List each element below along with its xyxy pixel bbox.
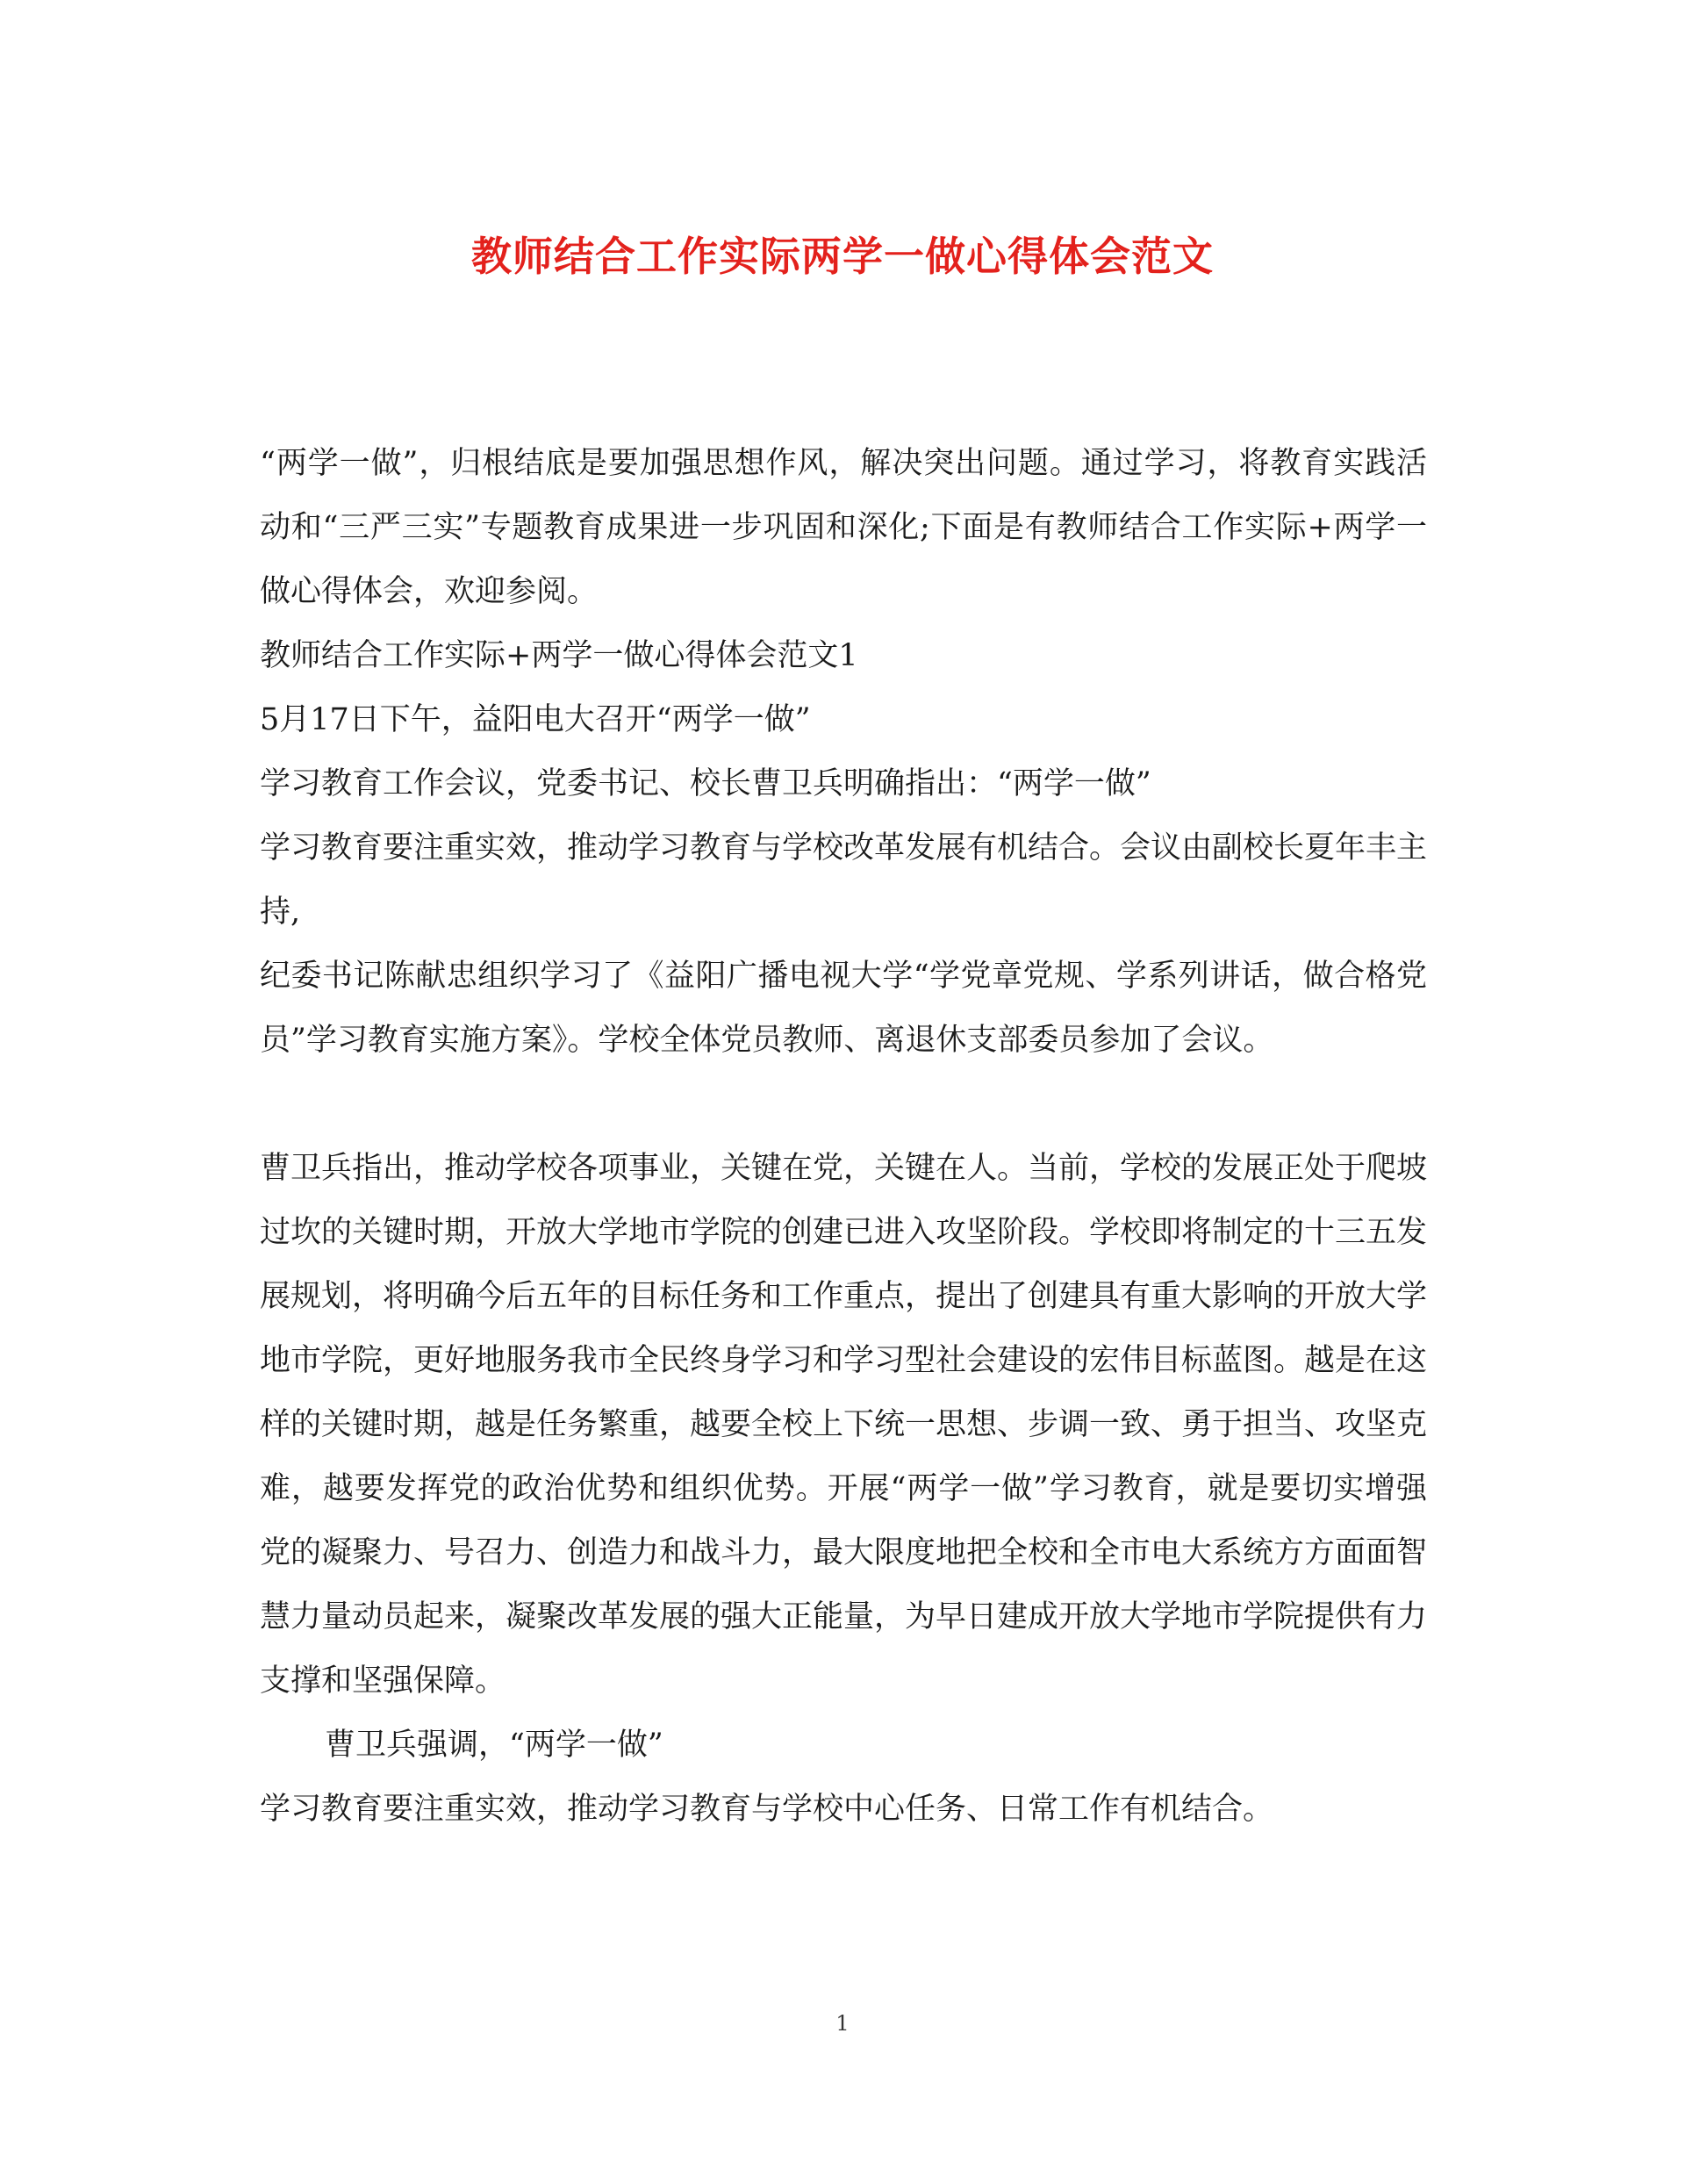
document-body (260, 432, 1427, 1842)
paragraph-emphasis: 曹卫兵强调，“两学一做” (325, 1728, 663, 1763)
intro-paragraph: “两学一做”，归根结底是要加强思想作风，解决突出问题。通过学习，将教育实践活动和“三严三实”专题教育成果进一步巩固和深化;下面是有教师结合工作实际+两学一做心得体会，欢迎参阅。 (260, 446, 1427, 609)
paragraph-effectiveness: 学习教育要注重实效，推动学习教育与学校中心任务、日常工作有机结合。 (260, 1792, 1274, 1827)
document-title: 教师结合工作实际两学一做心得体会范文 (471, 233, 1214, 280)
paragraph-key-period: 曹卫兵指出，推动学校各项事业，关键在党，关键在人。当前，学校的发展正处于爬坡过坎的关键时期，开放大学地市学院的创建已进入攻坚阶段。学校即将制定的十三五发展规划，将明确今后五年的目标任务和工作重点，提出了创建具有重大影响的开放大学地市学院，更好地服务我市全民终身学习和学习型社会建设的宏伟目标蓝图。越是在这样的关键时期，越是任务繁重，越要全校上下统一思想、步调一致、勇于担当、攻坚克难，越要发挥党的政治优势和组织优势。开展“两学一做”学习教育，就是要切实增强党的凝聚力、号召力、创造力和战斗力，最大限度地把全校和全市电大系统方方面面智慧力量动员起来，凝聚改革发展的强大正能量，为早日建成开放大学地市学院提供有力支撑和坚强保障。 (260, 1151, 1428, 1699)
section-heading: 教师结合工作实际+两学一做心得体会范文1 (260, 638, 858, 673)
page-number: 1 (835, 2011, 850, 2036)
paragraph-meeting-statement: 学习教育工作会议，党委书记、校长曹卫兵明确指出：“两学一做” (260, 766, 1151, 801)
paragraph-study-plan: 纪委书记陈献忠组织学习了《益阳广播电视大学“学党章党规、学系列讲话，做合格党员”学习教育实施方案》。学校全体党员教师、离退休支部委员参加了会议。 (260, 959, 1427, 1058)
paragraph-meeting-host: 学习教育要注重实效，推动学习教育与学校改革发展有机结合。会议由副校长夏年丰主持, (260, 830, 1428, 930)
paragraph-meeting-date: 5月17日下午，益阳电大召开“两学一做” (260, 702, 811, 737)
